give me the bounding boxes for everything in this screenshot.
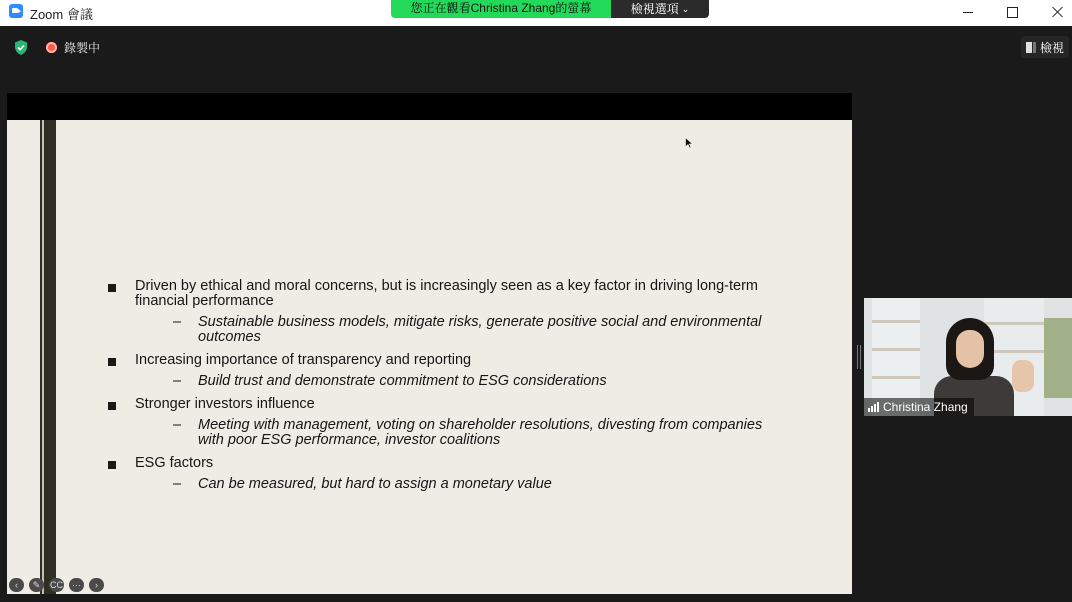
- bullet-square-icon: [108, 284, 116, 292]
- annotation-toolbar: [9, 578, 104, 592]
- shelf-board: [984, 322, 1044, 325]
- slide-bullet: [108, 353, 768, 389]
- participant-video[interactable]: [864, 298, 1072, 416]
- bullet-text: Stronger investors influence: [135, 396, 315, 412]
- bullet-square-icon: [108, 358, 116, 366]
- slide-bullet: [108, 456, 768, 492]
- mouse-cursor-icon: [685, 137, 693, 149]
- panel-resize-handle[interactable]: [857, 345, 861, 369]
- more-icon[interactable]: ···: [69, 578, 84, 592]
- bullet-square-icon: [108, 402, 116, 410]
- bullet-square-icon: [108, 461, 116, 469]
- maximize-icon: [1007, 7, 1018, 18]
- sub-bullet-text: Can be measured, but hard to assign a monetary value: [198, 476, 552, 492]
- close-window-button[interactable]: [1036, 0, 1072, 24]
- minimize-button[interactable]: [946, 0, 990, 24]
- arrow-left-icon[interactable]: ‹: [9, 578, 24, 592]
- slide-bullet-list: [108, 279, 768, 492]
- view-button[interactable]: [1021, 36, 1069, 58]
- bullet-text: ESG factors: [135, 455, 214, 471]
- shared-screen: [7, 93, 852, 594]
- bullet-text: Increasing importance of transparency and reporting: [135, 352, 472, 368]
- sub-bullet: [135, 315, 768, 345]
- recording-label: 錄製中: [64, 40, 101, 55]
- dash-marker: –: [173, 476, 182, 492]
- view-options-button[interactable]: [611, 0, 709, 18]
- shelf-board: [872, 376, 920, 379]
- slide-bullet: [108, 279, 768, 345]
- sub-bullet-text: Sustainable business models, mitigate risks, generate positive social and environmental outcomes: [198, 314, 762, 345]
- dash-marker: –: [173, 373, 182, 389]
- recording-dot-icon: [46, 42, 57, 53]
- sub-bullet: [135, 374, 768, 389]
- sub-bullet: [135, 477, 768, 492]
- layout-icon: [1026, 42, 1036, 53]
- maximize-button[interactable]: [990, 0, 1034, 24]
- arrow-right-icon[interactable]: ›: [89, 578, 104, 592]
- sub-bullet: [135, 418, 768, 448]
- close-icon: [1052, 6, 1064, 18]
- dash-marker: –: [173, 314, 182, 330]
- view-options-label: 檢視選項: [630, 1, 679, 16]
- dash-marker: –: [173, 417, 182, 433]
- chevron-down-icon: ⌄: [681, 3, 690, 14]
- zoom-logo-icon: [9, 4, 23, 18]
- participant-name: Christina Zhang: [883, 400, 968, 414]
- screen-share-banner: [391, 0, 709, 18]
- shield-check-icon[interactable]: [13, 39, 29, 56]
- presentation-slide: [7, 120, 852, 594]
- view-label: 檢視: [1039, 40, 1064, 55]
- sub-bullet-text: Build trust and demonstrate commitment to ESG considerations: [198, 373, 607, 389]
- recording-indicator[interactable]: [46, 40, 100, 54]
- signal-strength-icon: [868, 402, 879, 412]
- participant-face: [956, 330, 984, 368]
- participant-hand: [1012, 360, 1034, 392]
- sub-bullet-text: Meeting with management, voting on shareholder resolutions, divesting from companies with poor ESG performance, investor coalitions: [198, 417, 763, 448]
- slide-bullet: [108, 397, 768, 448]
- slide-decoration-line: [42, 120, 44, 594]
- shelf-board: [872, 348, 920, 351]
- participant-name-tag: [864, 398, 974, 416]
- bullet-text: Driven by ethical and moral concerns, but is increasingly seen as a key factor in driving long-term financial performance: [135, 278, 758, 309]
- shelf-board: [872, 320, 920, 323]
- background-plant: [1044, 318, 1072, 398]
- window-title: Zoom 會議: [30, 7, 93, 22]
- pen-icon[interactable]: ✎: [29, 578, 44, 592]
- minimize-icon: [963, 12, 973, 13]
- viewing-screen-message: 您正在觀看Christina Zhang的螢幕: [391, 0, 611, 18]
- captions-icon[interactable]: CC: [50, 580, 63, 590]
